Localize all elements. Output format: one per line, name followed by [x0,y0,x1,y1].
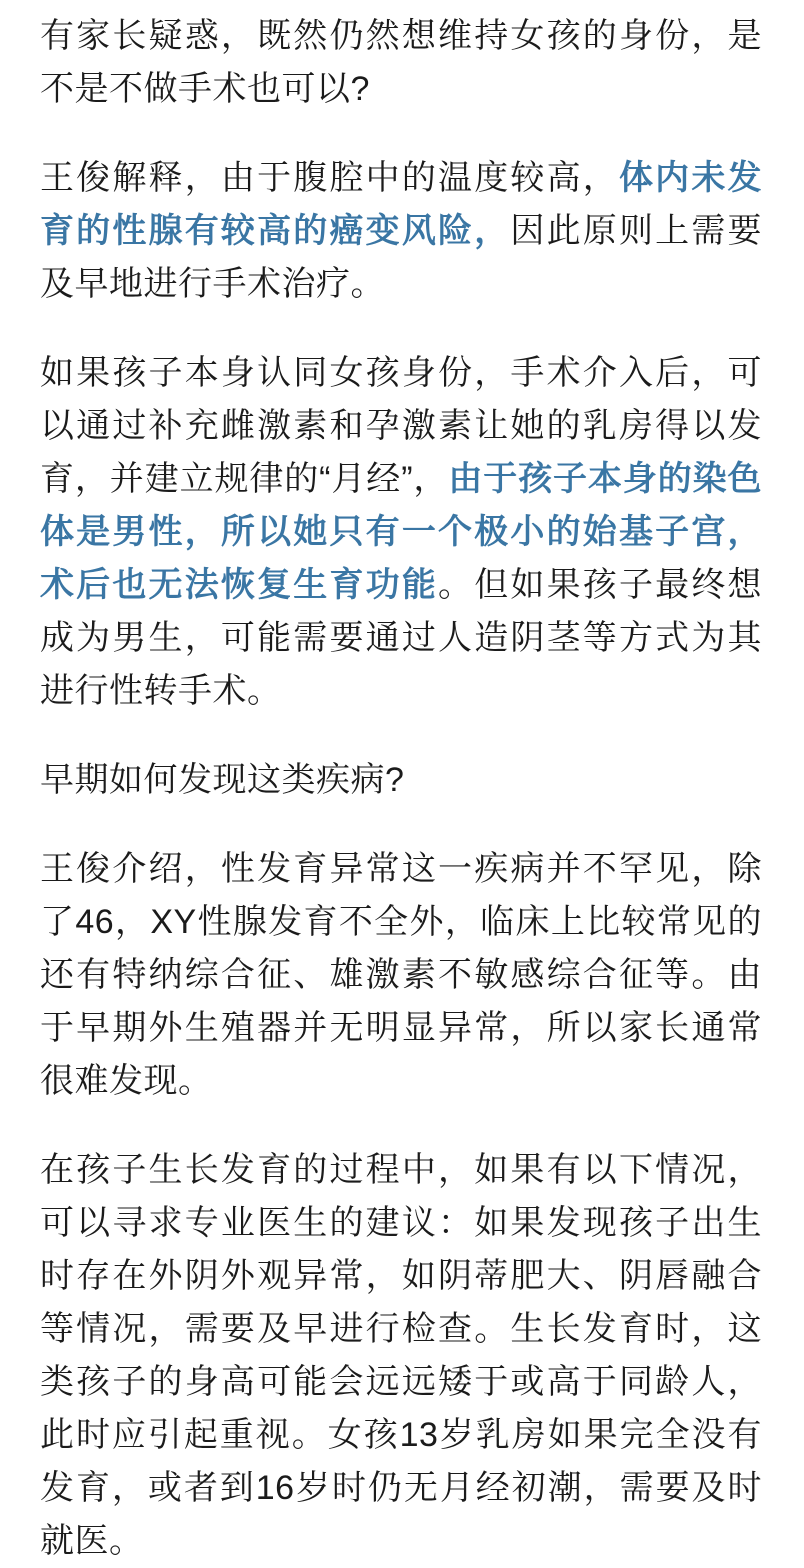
text-segment: 王俊解释，由于腹腔中的温度较高， [40,159,619,197]
paragraph [40,10,762,116]
highlighted-text-segment: 由于孩子本身的染色体是男性，所以她只有一个极小的始基子宫，术后也无法恢复生育功能 [40,460,762,604]
highlighted-text-segment: 体内未发育的性腺有较高的癌变风险， [40,159,763,250]
paragraph [40,843,762,1108]
section-heading [40,754,762,807]
paragraph [40,1144,762,1568]
paragraph [40,152,762,311]
text-segment: 早期如何发现这类疾病? [40,761,405,799]
text-segment: 有家长疑惑，既然仍然想维持女孩的身份，是不是不做手术也可以? [40,17,762,108]
text-segment: 王俊介绍，性发育异常这一疾病并不罕见，除了46，XY性腺发育不全外，临床上比较常见的还有特纳综合征、雄激素不敏感综合征等。由于早期外生殖器并无明显异常，所以家长通常很难发现。 [40,850,762,1100]
paragraph [40,347,762,718]
text-segment: 如果孩子本身认同女孩身份，手术介入后，可以通过补充雌激素和孕激素让她的乳房得以发育，并建立规律的“月经”， [40,354,762,498]
text-segment: 在孩子生长发育的过程中，如果有以下情况，可以寻求专业医生的建议：如果发现孩子出生时存在外阴外观异常，如阴蒂肥大、阴唇融合等情况，需要及早进行检查。生长发育时，这类孩子的身高可能会远远矮于或高于同龄人，此时应引起重视。女孩13岁乳房如果完全没有发育，或者到16岁时仍无月经初潮，需要及时就医。 [40,1151,762,1560]
text-segment: 因此原则上需要及早地进行手术治疗。 [40,212,763,303]
text-segment: 。但如果孩子最终想成为男生，可能需要通过人造阴茎等方式为其进行性转手术。 [40,566,763,710]
